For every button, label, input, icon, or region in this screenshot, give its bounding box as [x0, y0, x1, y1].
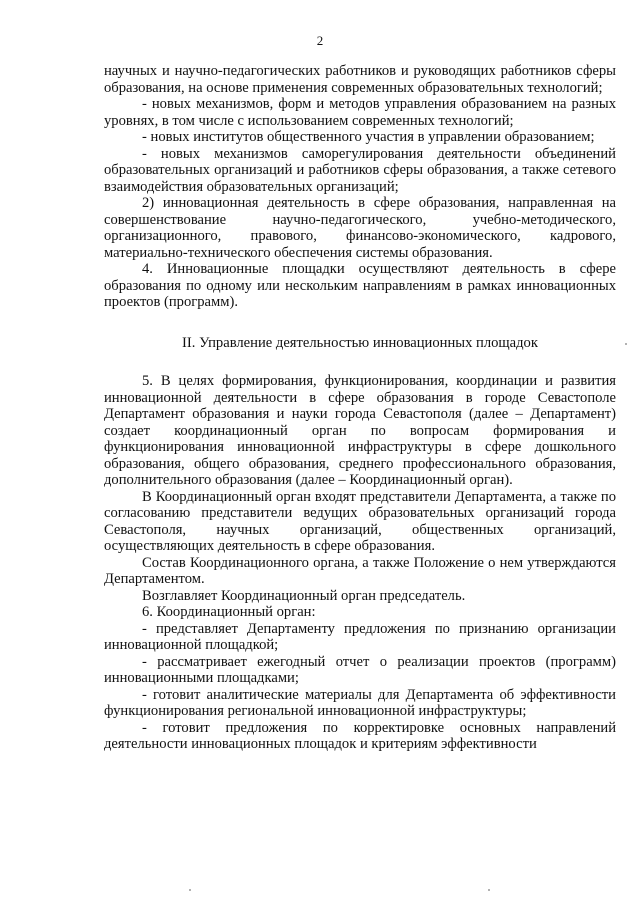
clause-5: 5. В целях формирования, функционирования, координации и развития инновационной деятельности в сфере образования в городе Севастополе Департамент образования и науки города Севастополя (далее – Департамент) создает координационный орган по вопросам формирования и функционирования инновационной инфраструктуры в сфере дошкольного образования, общего образования, среднего профессионального образования, дополнительного образования (далее – Координационный орган).	[104, 373, 616, 488]
paragraph-continuation: научных и научно-педагогических работников и руководящих работников сферы образования, на основе применения современных образовательных технологий;	[104, 63, 616, 96]
list-item-corrections: - готовит предложения по корректировке основных направлений деятельности инновационных площадок и критериям эффективности	[104, 719, 616, 752]
list-item-innovation-activity: 2) инновационная деятельность в сфере образования, направленная на совершенствование научно-педагогического, учебно-методического, организационного, правового, финансово-экономического, кадрового, материально-технического обеспечения системы образования.	[104, 195, 616, 261]
page-number: 2	[316, 33, 324, 48]
list-item-proposals: - представляет Департаменту предложения по признанию организации инновационной площадкой;	[104, 620, 616, 653]
list-item-mechanisms: - новых механизмов, форм и методов управления образованием на разных уровнях, в том числе с использованием современных технологий;	[104, 96, 616, 129]
list-item-annual-report: - рассматривает ежегодный отчет о реализации проектов (программ) инновационными площадками;	[104, 653, 616, 686]
section-heading: II. Управление деятельностью инновационных площадок	[182, 334, 538, 351]
scan-speck	[189, 889, 191, 891]
document-body	[104, 63, 616, 753]
list-item-institutes: - новых институтов общественного участия в управлении образованием;	[142, 129, 595, 145]
list-item-analytics: - готовит аналитические материалы для Департамента об эффективности функционирования региональной инновационной инфраструктуры;	[104, 686, 616, 719]
paragraph-chairman: Возглавляет Координационный орган председатель.	[142, 587, 466, 604]
paragraph-membership: В Координационный орган входят представители Департамента, а также по согласованию представители ведущих образовательных организаций города Севастополя, научных организаций, общественных организаций, осуществляющих деятельность в сфере образования.	[104, 488, 616, 554]
scan-speck	[625, 343, 627, 345]
list-item-self-regulation: - новых механизмов саморегулирования деятельности объединений образовательных организаций и работников сферы образования, а также сетевого взаимодействия образовательных организаций;	[104, 145, 616, 195]
paragraph-composition: Состав Координационного органа, а также Положение о нем утверждаются Департаментом.	[104, 554, 616, 587]
scan-speck	[488, 889, 490, 891]
clause-6: 6. Координационный орган:	[142, 604, 316, 620]
clause-4: 4. Инновационные площадки осуществляют деятельность в сфере образования по одному или нескольким направлениям в рамках инновационных проектов (программ).	[104, 261, 616, 310]
